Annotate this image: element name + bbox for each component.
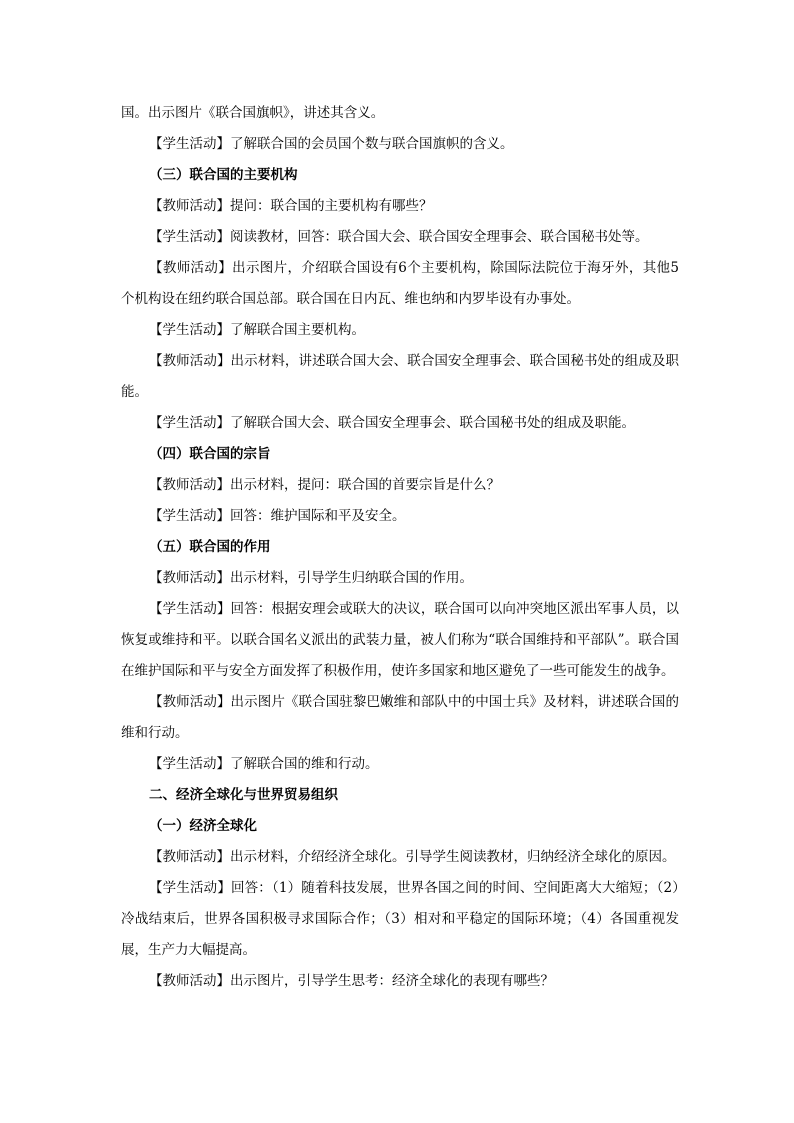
paragraph-16: 【教师活动】出示图片《联合国驻黎巴嫩维和部队中的中国士兵》及材料，讲述联合国的维和行动。 bbox=[121, 694, 679, 741]
paragraph-11: 【教师活动】出示材料，提问：联合国的首要宗旨是什么？ bbox=[149, 477, 500, 493]
section-heading-5: （五）联合国的作用 bbox=[149, 539, 271, 555]
paragraph-22: 【教师活动】出示图片，引导学生思考：经济全球化的表现有哪些？ bbox=[149, 973, 554, 989]
paragraph-5: 【学生活动】阅读教材，回答：联合国大会、联合国安全理事会、联合国秘书处等。 bbox=[149, 229, 649, 245]
paragraph-9: 【学生活动】了解联合国大会、联合国安全理事会、联合国秘书处的组成及职能。 bbox=[149, 415, 635, 431]
chapter-heading-2: 二、经济全球化与世界贸易组织 bbox=[149, 787, 338, 803]
paragraph-7: 【学生活动】了解联合国主要机构。 bbox=[149, 322, 365, 338]
section-heading-4: （四）联合国的宗旨 bbox=[149, 446, 271, 462]
paragraph-12: 【学生活动】回答：维护国际和平及安全。 bbox=[149, 508, 406, 524]
document-body bbox=[121, 98, 679, 997]
paragraph-2: 【学生活动】了解联合国的会员国个数与联合国旗帜的含义。 bbox=[149, 136, 514, 152]
paragraph-21: 【学生活动】回答：（1）随着科技发展，世界各国之间的时间、空间距离大大缩短；（2）冷战结束后，世界各国积极寻求国际合作；（3）相对和平稳定的国际环境；（4）各国重视发展，生产力大幅提高。 bbox=[121, 880, 679, 958]
paragraph-1: 国。出示图片《联合国旗帜》，讲述其含义。 bbox=[121, 105, 385, 121]
paragraph-17: 【学生活动】了解联合国的维和行动。 bbox=[149, 756, 379, 772]
paragraph-6: 【教师活动】出示图片，介绍联合国设有6个主要机构，除国际法院位于海牙外，其他5个机构设在纽约联合国总部。联合国在日内瓦、维也纳和内罗毕设有办事处。 bbox=[121, 260, 679, 307]
section-heading-2-1: （一）经济全球化 bbox=[149, 818, 257, 834]
section-heading-3: （三）联合国的主要机构 bbox=[149, 167, 298, 183]
paragraph-20: 【教师活动】出示材料，介绍经济全球化。引导学生阅读教材，归纳经济全球化的原因。 bbox=[149, 849, 676, 865]
paragraph-15: 【学生活动】回答：根据安理会或联大的决议，联合国可以向冲突地区派出军事人员，以恢复或维持和平。以联合国名义派出的武装力量，被人们称为“联合国维持和平部队”。联合国在维护国际和平与安全方面发挥了积极作用，使许多国家和地区避免了一些可能发生的战争。 bbox=[121, 601, 679, 679]
paragraph-14: 【教师活动】出示材料，引导学生归纳联合国的作用。 bbox=[149, 570, 473, 586]
paragraph-4: 【教师活动】提问：联合国的主要机构有哪些？ bbox=[149, 198, 433, 214]
paragraph-8: 【教师活动】出示材料，讲述联合国大会、联合国安全理事会、联合国秘书处的组成及职能。 bbox=[121, 353, 679, 400]
